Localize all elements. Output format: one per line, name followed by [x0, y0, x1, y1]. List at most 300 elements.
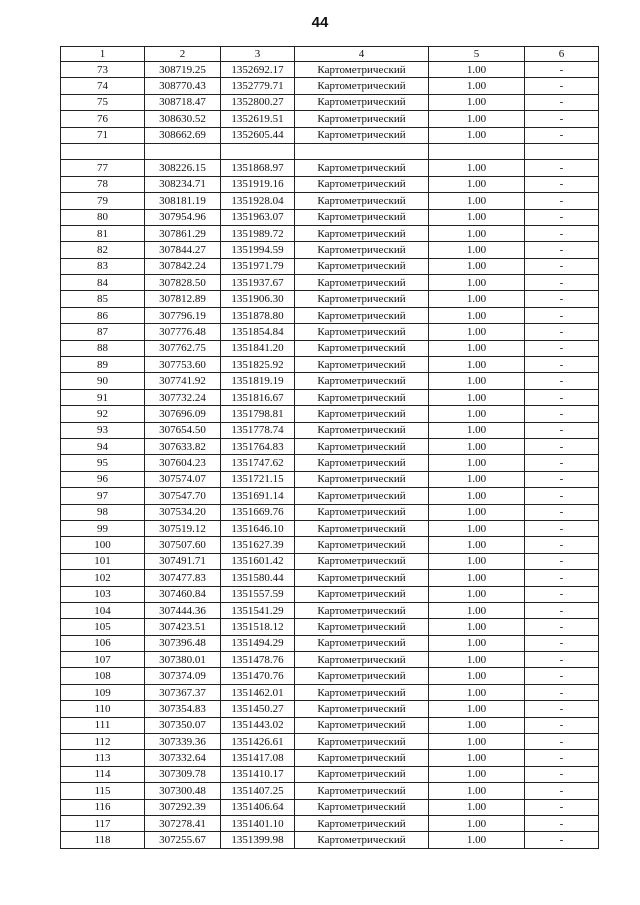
point-number-cell: 93 — [61, 422, 145, 438]
y-coordinate-cell: 1351825.92 — [221, 357, 295, 373]
point-number-cell: 108 — [61, 668, 145, 684]
point-number-cell: 116 — [61, 799, 145, 815]
x-coordinate-cell: 307354.83 — [145, 701, 221, 717]
point-number-cell: 75 — [61, 94, 145, 110]
table-row — [61, 766, 599, 782]
point-number-cell: 82 — [61, 242, 145, 258]
table-row — [61, 635, 599, 651]
table-row — [61, 783, 599, 799]
method-cell: Картометрический — [295, 307, 429, 323]
accuracy-cell: 1.00 — [429, 570, 525, 586]
method-cell: Картометрический — [295, 193, 429, 209]
point-number-cell: 95 — [61, 455, 145, 471]
note-cell: - — [525, 422, 599, 438]
note-cell: - — [525, 570, 599, 586]
y-coordinate-cell: 1351462.01 — [221, 684, 295, 700]
x-coordinate-cell: 307844.27 — [145, 242, 221, 258]
method-cell: Картометрический — [295, 586, 429, 602]
x-coordinate-cell: 307574.07 — [145, 471, 221, 487]
point-number-cell: 107 — [61, 652, 145, 668]
note-cell: - — [525, 242, 599, 258]
note-cell: - — [525, 799, 599, 815]
accuracy-cell: 1.00 — [429, 668, 525, 684]
point-number-cell: 114 — [61, 766, 145, 782]
y-coordinate-cell: 1351928.04 — [221, 193, 295, 209]
table-row — [61, 78, 599, 94]
accuracy-cell: 1.00 — [429, 750, 525, 766]
x-coordinate-cell: 307828.50 — [145, 275, 221, 291]
point-number-cell: 104 — [61, 602, 145, 618]
point-number-cell: 112 — [61, 734, 145, 750]
table-row — [61, 111, 599, 127]
note-cell: - — [525, 504, 599, 520]
method-cell: Картометрический — [295, 242, 429, 258]
accuracy-cell: 1.00 — [429, 520, 525, 536]
x-coordinate-cell: 308718.47 — [145, 94, 221, 110]
note-cell: - — [525, 389, 599, 405]
x-coordinate-cell: 308662.69 — [145, 127, 221, 143]
x-coordinate-cell: 307332.64 — [145, 750, 221, 766]
note-cell: - — [525, 537, 599, 553]
accuracy-cell: 1.00 — [429, 111, 525, 127]
y-coordinate-cell: 1351878.80 — [221, 307, 295, 323]
x-coordinate-cell: 307309.78 — [145, 766, 221, 782]
point-number-cell: 71 — [61, 127, 145, 143]
x-coordinate-cell: 307367.37 — [145, 684, 221, 700]
method-cell: Картометрический — [295, 78, 429, 94]
table-row — [61, 275, 599, 291]
column-header: 4 — [295, 47, 429, 62]
y-coordinate-cell: 1351819.19 — [221, 373, 295, 389]
accuracy-cell: 1.00 — [429, 832, 525, 848]
note-cell: - — [525, 766, 599, 782]
x-coordinate-cell: 307380.01 — [145, 652, 221, 668]
y-coordinate-cell: 1351778.74 — [221, 422, 295, 438]
method-cell: Картометрический — [295, 832, 429, 848]
accuracy-cell: 1.00 — [429, 406, 525, 422]
note-cell: - — [525, 586, 599, 602]
point-number-cell: 97 — [61, 488, 145, 504]
accuracy-cell: 1.00 — [429, 619, 525, 635]
method-cell: Картометрический — [295, 783, 429, 799]
note-cell: - — [525, 357, 599, 373]
point-number-cell: 88 — [61, 340, 145, 356]
note-cell: - — [525, 783, 599, 799]
accuracy-cell: 1.00 — [429, 701, 525, 717]
y-coordinate-cell: 1352605.44 — [221, 127, 295, 143]
column-header: 2 — [145, 47, 221, 62]
point-number-cell: 77 — [61, 160, 145, 176]
table-row — [61, 209, 599, 225]
point-number-cell: 113 — [61, 750, 145, 766]
accuracy-cell: 1.00 — [429, 94, 525, 110]
accuracy-cell: 1.00 — [429, 455, 525, 471]
point-number-cell: 102 — [61, 570, 145, 586]
y-coordinate-cell: 1351669.76 — [221, 504, 295, 520]
x-coordinate-cell: 307374.09 — [145, 668, 221, 684]
y-coordinate-cell: 1351601.42 — [221, 553, 295, 569]
note-cell: - — [525, 193, 599, 209]
x-coordinate-cell: 308226.15 — [145, 160, 221, 176]
point-number-cell: 109 — [61, 684, 145, 700]
x-coordinate-cell: 307350.07 — [145, 717, 221, 733]
accuracy-cell: 1.00 — [429, 291, 525, 307]
y-coordinate-cell: 1351841.20 — [221, 340, 295, 356]
method-cell: Картометрический — [295, 357, 429, 373]
y-coordinate-cell: 1351919.16 — [221, 176, 295, 192]
note-cell: - — [525, 635, 599, 651]
table-row — [61, 438, 599, 454]
table-row — [61, 307, 599, 323]
accuracy-cell: 1.00 — [429, 684, 525, 700]
table-row — [61, 160, 599, 176]
note-cell: - — [525, 225, 599, 241]
point-number-cell: 94 — [61, 438, 145, 454]
note-cell: - — [525, 62, 599, 78]
accuracy-cell: 1.00 — [429, 815, 525, 831]
table-row — [61, 586, 599, 602]
x-coordinate-cell: 307654.50 — [145, 422, 221, 438]
note-cell: - — [525, 652, 599, 668]
note-cell: - — [525, 488, 599, 504]
table-row — [61, 127, 599, 143]
method-cell: Картометрический — [295, 127, 429, 143]
table-row — [61, 553, 599, 569]
y-coordinate-cell: 1351994.59 — [221, 242, 295, 258]
accuracy-cell: 1.00 — [429, 488, 525, 504]
x-coordinate-cell: 308234.71 — [145, 176, 221, 192]
x-coordinate-cell: 307604.23 — [145, 455, 221, 471]
note-cell: - — [525, 734, 599, 750]
page-number: 44 — [311, 14, 329, 31]
note-cell: - — [525, 340, 599, 356]
x-coordinate-cell: 308770.43 — [145, 78, 221, 94]
accuracy-cell: 1.00 — [429, 78, 525, 94]
y-coordinate-cell: 1351854.84 — [221, 324, 295, 340]
table-row — [61, 193, 599, 209]
table-row — [61, 750, 599, 766]
point-number-cell — [61, 143, 145, 159]
note-cell: - — [525, 832, 599, 848]
x-coordinate-cell: 307762.75 — [145, 340, 221, 356]
method-cell: Картометрический — [295, 815, 429, 831]
accuracy-cell: 1.00 — [429, 160, 525, 176]
table-row — [61, 488, 599, 504]
accuracy-cell: 1.00 — [429, 242, 525, 258]
y-coordinate-cell: 1351764.83 — [221, 438, 295, 454]
method-cell: Картометрический — [295, 406, 429, 422]
y-coordinate-cell: 1351401.10 — [221, 815, 295, 831]
point-number-cell: 96 — [61, 471, 145, 487]
accuracy-cell: 1.00 — [429, 586, 525, 602]
y-coordinate-cell: 1351816.67 — [221, 389, 295, 405]
accuracy-cell — [429, 143, 525, 159]
point-number-cell: 115 — [61, 783, 145, 799]
accuracy-cell: 1.00 — [429, 717, 525, 733]
method-cell: Картометрический — [295, 62, 429, 78]
x-coordinate-cell: 307444.36 — [145, 602, 221, 618]
note-cell: - — [525, 602, 599, 618]
table-row — [61, 389, 599, 405]
note-cell: - — [525, 94, 599, 110]
table-row — [61, 504, 599, 520]
point-number-cell: 117 — [61, 815, 145, 831]
table-row — [61, 815, 599, 831]
point-number-cell: 91 — [61, 389, 145, 405]
point-number-cell: 74 — [61, 78, 145, 94]
method-cell: Картометрический — [295, 258, 429, 274]
point-number-cell: 80 — [61, 209, 145, 225]
note-cell: - — [525, 750, 599, 766]
note-cell: - — [525, 160, 599, 176]
y-coordinate-cell: 1351963.07 — [221, 209, 295, 225]
note-cell: - — [525, 717, 599, 733]
table-row — [61, 471, 599, 487]
point-number-cell: 73 — [61, 62, 145, 78]
method-cell: Картометрический — [295, 619, 429, 635]
x-coordinate-cell: 307842.24 — [145, 258, 221, 274]
y-coordinate-cell: 1351478.76 — [221, 652, 295, 668]
accuracy-cell: 1.00 — [429, 635, 525, 651]
note-cell: - — [525, 258, 599, 274]
x-coordinate-cell: 307396.48 — [145, 635, 221, 651]
point-number-cell: 86 — [61, 307, 145, 323]
method-cell: Картометрический — [295, 340, 429, 356]
method-cell: Картометрический — [295, 652, 429, 668]
method-cell: Картометрический — [295, 176, 429, 192]
accuracy-cell: 1.00 — [429, 422, 525, 438]
y-coordinate-cell: 1351399.98 — [221, 832, 295, 848]
method-cell: Картометрический — [295, 504, 429, 520]
method-cell — [295, 143, 429, 159]
x-coordinate-cell: 307292.39 — [145, 799, 221, 815]
method-cell: Картометрический — [295, 520, 429, 536]
table-row — [61, 291, 599, 307]
method-cell: Картометрический — [295, 602, 429, 618]
method-cell: Картометрический — [295, 275, 429, 291]
note-cell: - — [525, 668, 599, 684]
note-cell: - — [525, 701, 599, 717]
table-row — [61, 799, 599, 815]
point-number-cell: 92 — [61, 406, 145, 422]
accuracy-cell: 1.00 — [429, 275, 525, 291]
x-coordinate-cell: 307460.84 — [145, 586, 221, 602]
note-cell: - — [525, 553, 599, 569]
table-row — [61, 537, 599, 553]
table-row — [61, 602, 599, 618]
note-cell: - — [525, 324, 599, 340]
note-cell: - — [525, 406, 599, 422]
x-coordinate-cell: 307741.92 — [145, 373, 221, 389]
table-row — [61, 422, 599, 438]
point-number-cell: 105 — [61, 619, 145, 635]
x-coordinate-cell: 307633.82 — [145, 438, 221, 454]
table-row — [61, 619, 599, 635]
x-coordinate-cell: 307812.89 — [145, 291, 221, 307]
x-coordinate-cell: 307477.83 — [145, 570, 221, 586]
note-cell: - — [525, 684, 599, 700]
y-coordinate-cell: 1351541.29 — [221, 602, 295, 618]
point-number-cell: 87 — [61, 324, 145, 340]
note-cell: - — [525, 307, 599, 323]
note-cell: - — [525, 176, 599, 192]
accuracy-cell: 1.00 — [429, 652, 525, 668]
note-cell: - — [525, 438, 599, 454]
table-row — [61, 143, 599, 159]
method-cell: Картометрический — [295, 389, 429, 405]
accuracy-cell: 1.00 — [429, 373, 525, 389]
point-number-cell: 79 — [61, 193, 145, 209]
method-cell: Картометрический — [295, 750, 429, 766]
point-number-cell: 85 — [61, 291, 145, 307]
method-cell: Картометрический — [295, 94, 429, 110]
table-row — [61, 701, 599, 717]
y-coordinate-cell: 1351518.12 — [221, 619, 295, 635]
x-coordinate-cell: 307278.41 — [145, 815, 221, 831]
accuracy-cell: 1.00 — [429, 602, 525, 618]
method-cell: Картометрический — [295, 438, 429, 454]
accuracy-cell: 1.00 — [429, 127, 525, 143]
y-coordinate-cell: 1352800.27 — [221, 94, 295, 110]
table-row — [61, 62, 599, 78]
y-coordinate-cell: 1351971.79 — [221, 258, 295, 274]
y-coordinate-cell: 1351470.76 — [221, 668, 295, 684]
accuracy-cell: 1.00 — [429, 471, 525, 487]
method-cell: Картометрический — [295, 209, 429, 225]
note-cell: - — [525, 111, 599, 127]
table-row — [61, 225, 599, 241]
y-coordinate-cell: 1351721.15 — [221, 471, 295, 487]
note-cell: - — [525, 78, 599, 94]
x-coordinate-cell: 307753.60 — [145, 357, 221, 373]
y-coordinate-cell: 1352619.51 — [221, 111, 295, 127]
accuracy-cell: 1.00 — [429, 537, 525, 553]
column-header: 1 — [61, 47, 145, 62]
table-row — [61, 570, 599, 586]
table-row — [61, 324, 599, 340]
point-number-cell: 106 — [61, 635, 145, 651]
table-row — [61, 242, 599, 258]
table-row — [61, 668, 599, 684]
table-row — [61, 684, 599, 700]
accuracy-cell: 1.00 — [429, 553, 525, 569]
y-coordinate-cell: 1351798.81 — [221, 406, 295, 422]
x-coordinate-cell — [145, 143, 221, 159]
x-coordinate-cell: 307339.36 — [145, 734, 221, 750]
y-coordinate-cell: 1351989.72 — [221, 225, 295, 241]
accuracy-cell: 1.00 — [429, 340, 525, 356]
accuracy-cell: 1.00 — [429, 193, 525, 209]
y-coordinate-cell: 1351406.64 — [221, 799, 295, 815]
point-number-cell: 83 — [61, 258, 145, 274]
point-number-cell: 110 — [61, 701, 145, 717]
point-number-cell: 100 — [61, 537, 145, 553]
x-coordinate-cell: 307423.51 — [145, 619, 221, 635]
x-coordinate-cell: 307547.70 — [145, 488, 221, 504]
accuracy-cell: 1.00 — [429, 766, 525, 782]
table-row — [61, 357, 599, 373]
note-cell: - — [525, 619, 599, 635]
accuracy-cell: 1.00 — [429, 225, 525, 241]
method-cell: Картометрический — [295, 799, 429, 815]
method-cell: Картометрический — [295, 291, 429, 307]
point-number-cell: 89 — [61, 357, 145, 373]
method-cell: Картометрический — [295, 111, 429, 127]
x-coordinate-cell: 308181.19 — [145, 193, 221, 209]
point-number-cell: 90 — [61, 373, 145, 389]
table-row — [61, 832, 599, 848]
y-coordinate-cell: 1351426.61 — [221, 734, 295, 750]
note-cell: - — [525, 291, 599, 307]
accuracy-cell: 1.00 — [429, 799, 525, 815]
point-number-cell: 111 — [61, 717, 145, 733]
coordinates-table — [60, 46, 599, 849]
point-number-cell: 98 — [61, 504, 145, 520]
table-row — [61, 94, 599, 110]
table-row — [61, 340, 599, 356]
y-coordinate-cell — [221, 143, 295, 159]
x-coordinate-cell: 307534.20 — [145, 504, 221, 520]
y-coordinate-cell: 1352692.17 — [221, 62, 295, 78]
x-coordinate-cell: 307776.48 — [145, 324, 221, 340]
method-cell: Картометрический — [295, 717, 429, 733]
note-cell: - — [525, 209, 599, 225]
method-cell: Картометрический — [295, 422, 429, 438]
note-cell: - — [525, 471, 599, 487]
method-cell: Картометрический — [295, 324, 429, 340]
point-number-cell: 76 — [61, 111, 145, 127]
table-row — [61, 734, 599, 750]
point-number-cell: 103 — [61, 586, 145, 602]
accuracy-cell: 1.00 — [429, 389, 525, 405]
point-number-cell: 78 — [61, 176, 145, 192]
y-coordinate-cell: 1351906.30 — [221, 291, 295, 307]
x-coordinate-cell: 307796.19 — [145, 307, 221, 323]
table-row — [61, 717, 599, 733]
method-cell: Картометрический — [295, 537, 429, 553]
method-cell: Картометрический — [295, 635, 429, 651]
y-coordinate-cell: 1351494.29 — [221, 635, 295, 651]
y-coordinate-cell: 1352779.71 — [221, 78, 295, 94]
accuracy-cell: 1.00 — [429, 62, 525, 78]
y-coordinate-cell: 1351443.02 — [221, 717, 295, 733]
point-number-cell: 101 — [61, 553, 145, 569]
note-cell: - — [525, 455, 599, 471]
method-cell: Картометрический — [295, 160, 429, 176]
note-cell — [525, 143, 599, 159]
y-coordinate-cell: 1351691.14 — [221, 488, 295, 504]
method-cell: Картометрический — [295, 701, 429, 717]
y-coordinate-cell: 1351937.67 — [221, 275, 295, 291]
table-row — [61, 520, 599, 536]
accuracy-cell: 1.00 — [429, 307, 525, 323]
method-cell: Картометрический — [295, 488, 429, 504]
y-coordinate-cell: 1351410.17 — [221, 766, 295, 782]
x-coordinate-cell: 307507.60 — [145, 537, 221, 553]
accuracy-cell: 1.00 — [429, 438, 525, 454]
method-cell: Картометрический — [295, 570, 429, 586]
method-cell: Картометрический — [295, 684, 429, 700]
y-coordinate-cell: 1351627.39 — [221, 537, 295, 553]
method-cell: Картометрический — [295, 766, 429, 782]
y-coordinate-cell: 1351580.44 — [221, 570, 295, 586]
method-cell: Картометрический — [295, 373, 429, 389]
column-header: 3 — [221, 47, 295, 62]
x-coordinate-cell: 307732.24 — [145, 389, 221, 405]
y-coordinate-cell: 1351407.25 — [221, 783, 295, 799]
table-row — [61, 176, 599, 192]
x-coordinate-cell: 307696.09 — [145, 406, 221, 422]
